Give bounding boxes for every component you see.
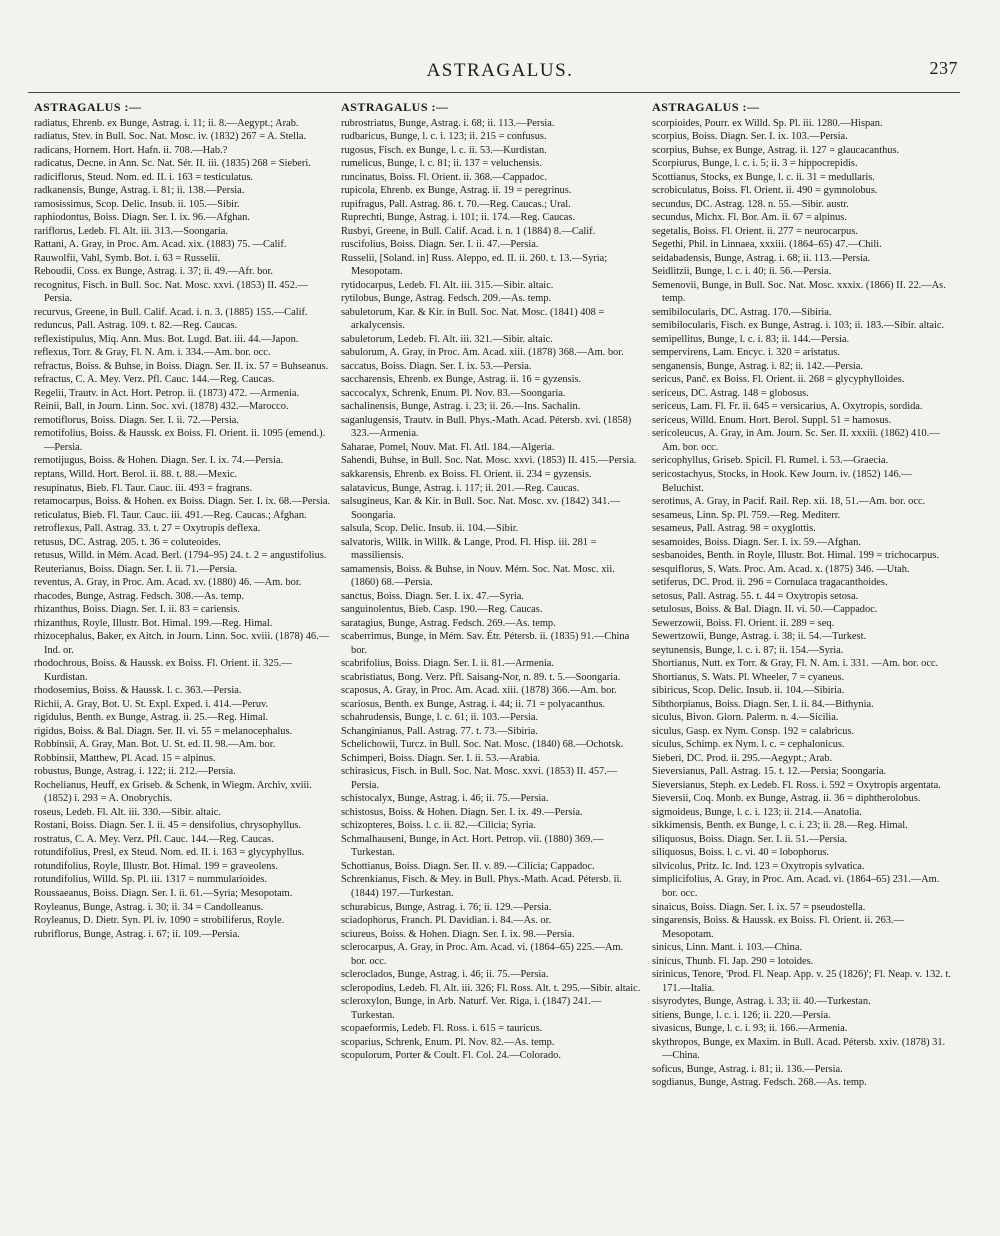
- entry: sericeus, Willd. Enum. Hort. Berol. Suppl. 51 = hamosus.: [652, 414, 892, 426]
- entry: retusus, DC. Astrag. 205. t. 36 = coluteoides.: [34, 536, 221, 548]
- entry: sciadophorus, Franch. Pl. Davidian. i. 84.—As. or.: [341, 915, 552, 927]
- entry: rotundifolius, Presl, ex Steud. Nom. ed. II. i. 163 = glycyphyllus.: [34, 847, 305, 859]
- entry: schistosus, Boiss. & Hohen. Diagn. Ser. I. ix. 49.—Persia.: [341, 806, 583, 818]
- entry: refractus, C. A. Mey. Verz. Pfl. Cauc. 144.—Reg. Caucas.: [34, 374, 275, 386]
- entry: sesquiflorus, S. Wats. Proc. Am. Acad. x. (1875) 346. —Utah.: [652, 563, 910, 575]
- entry: sesbanoides, Benth. in Royle, Illustr. Bot. Himal. 199 = trichocarpus.: [652, 550, 939, 562]
- entry: Sewerzowii, Boiss. Fl. Orient. ii. 289 = seq.: [652, 617, 835, 629]
- entry-list: [652, 117, 952, 1090]
- entry: rhacodes, Bunge, Astrag. Fedsch. 308.—As. temp.: [34, 590, 245, 602]
- entry: setiferus, DC. Prod. ii. 296 = Cornulaca tragacanthoides.: [652, 577, 888, 589]
- entry: Semenovii, Bunge, in Bull. Soc. Nat. Mosc. xxxix. (1866) II. 22.—As. temp.: [652, 279, 946, 305]
- entry: schistocalyx, Bunge, Astrag. i. 46; ii. 75.—Persia.: [341, 793, 549, 805]
- entry: retroflexus, Pall. Astrag. 33. t. 27 = Oxytropis deflexa.: [34, 523, 261, 535]
- entry: Roussaeanus, Boiss. Diagn. Ser. I. ii. 61.—Syria; Mesopotam.: [34, 887, 293, 899]
- entry: saccocalyx, Schrenk, Enum. Pl. Nov. 83.—Soongaria.: [341, 387, 566, 399]
- entry: sciureus, Boiss. & Hohen. Diagn. Ser. I. ix. 98.—Persia.: [341, 928, 575, 940]
- entry: Royleanus, Bunge, Astrag. i. 30; ii. 34 = Candolleanus.: [34, 901, 264, 913]
- entry: Rauwolfii, Vahl, Symb. Bot. i. 63 = Russelii.: [34, 252, 221, 264]
- entry: sericophyllus, Griseb. Spicil. Fl. Rumel. i. 53.—Graecia.: [652, 455, 889, 467]
- entry: sinaicus, Boiss. Diagn. Ser. I. ix. 57 = pseudostella.: [652, 901, 866, 913]
- entry: reticulatus, Bieb. Fl. Taur. Cauc. iii. 491.—Reg. Caucas.; Afghan.: [34, 509, 307, 521]
- entry: Sieversianus, Steph. ex Ledeb. Fl. Ross. i. 592 = Oxytropis argentata.: [652, 779, 941, 791]
- entry: rubrostriatus, Bunge, Astrag. i. 68; ii. 113.—Persia.: [341, 117, 555, 129]
- entry: secundus, Michx. Fl. Bor. Am. ii. 67 = alpinus.: [652, 212, 847, 224]
- entry: saganlugensis, Trautv. in Bull. Phys.-Math. Acad. Pétersb. xvi. (1858) 323.—Armenia.: [341, 414, 632, 440]
- entry: seidabadensis, Bunge, Astrag. i. 68; ii. 113.—Persia.: [652, 252, 871, 264]
- entry: reflexus, Torr. & Gray, Fl. N. Am. i. 334.—Am. bor. occ.: [34, 347, 271, 359]
- entry: Rusbyi, Greene, in Bull. Calif. Acad. i. n. 1 (1884) 8.—Calif.: [341, 225, 596, 237]
- entry: scorpioides, Pourr. ex Willd. Sp. Pl. iii. 1280.—Hispan.: [652, 117, 883, 129]
- entry: resupinatus, Bieb. Fl. Taur. Cauc. iii. 493 = fragrans.: [34, 482, 253, 494]
- entry: Reboudii, Coss. ex Bunge, Astrag. i. 37; ii. 49.—Afr. bor.: [34, 266, 273, 278]
- entry: radiatus, Ehrenb. ex Bunge, Astrag. i. 11; ii. 8.—Aegypt.; Arab.: [34, 117, 299, 129]
- entry: Rattani, A. Gray, in Proc. Am. Acad. xix. (1883) 75. —Calif.: [34, 239, 287, 251]
- entry: rupicola, Ehrenb. ex Bunge, Astrag. ii. 19 = peregrinus.: [341, 185, 572, 197]
- entry: Segethi, Phil. in Linnaea, xxxiii. (1864–65) 47.—Chili.: [652, 239, 882, 251]
- entry: singarensis, Boiss. & Haussk. ex Boiss. Fl. Orient. ii. 263.—Mesopotam.: [652, 915, 904, 940]
- entry: Schottianus, Boiss. Diagn. Ser. II. v. 89.—Cilicia; Cappadoc.: [341, 860, 595, 872]
- entry: scopaeformis, Ledeb. Fl. Ross. i. 615 = tauricus.: [341, 1023, 543, 1035]
- entry: sisyrodytes, Bunge, Astrag. i. 33; ii. 40.—Turkestan.: [652, 996, 871, 1008]
- entry: rigidulus, Benth. ex Bunge, Astrag. ii. 25.—Reg. Himal.: [34, 712, 269, 724]
- entry: remotifolius, Boiss. & Haussk. ex Boiss. Fl. Orient. ii. 1095 (emend.).—Persia.: [34, 428, 326, 453]
- entry: Sieberi, DC. Prod. ii. 295.—Aegypt.; Arab.: [652, 752, 833, 764]
- entry: soficus, Bunge, Astrag. i. 81; ii. 136.—Persia.: [652, 1063, 843, 1075]
- column-heading: ASTRAGALUS :—: [652, 100, 760, 114]
- entry: schahrudensis, Bunge, l. c. 61; ii. 103.—Persia.: [341, 712, 539, 724]
- entry: reflexistipulus, Miq. Ann. Mus. Bot. Lugd. Bat. iii. 44.—Japon.: [34, 333, 299, 345]
- entry: recurvus, Greene, in Bull. Calif. Acad. i. n. 3. (1885) 155.—Calif.: [34, 306, 308, 318]
- entry: sogdianus, Bunge, Astrag. Fedsch. 268.—As. temp.: [652, 1077, 867, 1089]
- entry: sikkimensis, Benth. ex Bunge, l. c. i. 23; ii. 28.—Reg. Himal.: [652, 820, 908, 832]
- entry: scoparius, Schrenk, Enum. Pl. Nov. 82.—As. temp.: [341, 1036, 555, 1048]
- entry-list: [341, 117, 641, 1063]
- entry: Rochelianus, Heuff, ex Griseb. & Schenk, in Wiegm. Archiv, xviii. (1852) i. 293 = A. Onobrychis.: [34, 779, 312, 805]
- entry: setosus, Pall. Astrag. 55. t. 44 = Oxytropis setosa.: [652, 590, 859, 602]
- entry: Royleanus, D. Dietr. Syn. Pl. iv. 1090 = strobiliferus, Royle.: [34, 915, 285, 927]
- entry: scopulorum, Porter & Coult. Fl. Col. 24.—Colorado.: [341, 1050, 561, 1062]
- entry: Schelichowii, Turcz. in Bull. Soc. Nat. Mosc. (1840) 68.—Ochotsk.: [341, 739, 624, 751]
- entry: rumelicus, Bunge, l. c. 81; ii. 137 = veluchensis.: [341, 158, 542, 170]
- entry: sericeus, DC. Astrag. 148 = globosus.: [652, 387, 809, 399]
- entry: saccatus, Boiss. Diagn. Ser. I. ix. 53.—Persia.: [341, 360, 532, 372]
- entry: rytilobus, Bunge, Astrag. Fedsch. 209.—As. temp.: [341, 293, 552, 305]
- entry: Shortianus, S. Wats. Pl. Wheeler, 7 = cyaneus.: [652, 671, 845, 683]
- entry: sivasicus, Bunge, l. c. i. 93; ii. 166.—Armenia.: [652, 1023, 848, 1035]
- entry: sericeus, Lam. Fl. Fr. ii. 645 = versicarius, A. Oxytropis, sordida.: [652, 401, 923, 413]
- running-title: ASTRAGALUS.: [426, 60, 574, 81]
- entry: runcinatus, Boiss. Fl. Orient. ii. 368.—Cappadoc.: [341, 171, 548, 183]
- column-3: [652, 100, 952, 1230]
- entry: siculus, Bivon. Giorn. Palerm. n. 4.—Sicilia.: [652, 712, 839, 724]
- entry: radicatus, Decne. in Ann. Sc. Nat. Sér. II. iii. (1835) 268 = Sieberi.: [34, 158, 311, 170]
- entry: raphiodontus, Boiss. Diagn. Ser. I. ix. 96.—Afghan.: [34, 212, 250, 224]
- entry: radicans, Hornem. Hort. Hafn. ii. 708.—Hab.?: [34, 144, 228, 156]
- entry: sesameus, Linn. Sp. Pl. 759.—Reg. Mediterr.: [652, 509, 841, 521]
- entry: Sieversianus, Pall. Astrag. 15. t. 12.—Persia; Soongaria.: [652, 766, 887, 778]
- entry-list: [34, 117, 334, 941]
- entry: Schimperi, Boiss. Diagn. Ser. I. ii. 53.—Arabia.: [341, 752, 541, 764]
- entry: Shortianus, Nutt. ex Torr. & Gray, Fl. N. Am. i. 331. —Am. bor. occ.: [652, 658, 939, 670]
- entry: reduncus, Pall. Astrag. 109. t. 82.—Reg. Caucas.: [34, 320, 238, 332]
- entry: reventus, A. Gray, in Proc. Am. Acad. xv. (1880) 46. —Am. bor.: [34, 577, 302, 589]
- entry: Regelii, Trautv. in Act. Hort. Petrop. ii. (1873) 472. —Armenia.: [34, 387, 300, 399]
- entry: Reinii, Ball, in Journ. Linn. Soc. xvi. (1878) 432.—Marocco.: [34, 401, 289, 413]
- entry: Scorpiurus, Bunge, l. c. i. 5; ii. 3 = hippocrepidis.: [652, 158, 858, 170]
- entry: saccharensis, Ehrenb. ex Bunge, Astrag. ii. 16 = gyzensis.: [341, 374, 582, 386]
- entry: reptans, Willd. Hort. Berol. ii. 88. t. 88.—Mexic.: [34, 469, 238, 480]
- entry: scariosus, Benth. ex Bunge, Astrag. i. 44; ii. 71 = polyacanthus.: [341, 698, 606, 710]
- entry: setulosus, Boiss. & Bal. Diagn. II. vi. 50.—Cappadoc.: [652, 604, 878, 616]
- page-number: 237: [929, 58, 958, 78]
- entry: radiciflorus, Steud. Nom. ed. II. i. 163 = testiculatus.: [34, 171, 254, 183]
- entry: rariflorus, Ledeb. Fl. Alt. iii. 313.—Soongaria.: [34, 225, 228, 237]
- column-1: [34, 100, 334, 1230]
- column-heading: ASTRAGALUS :—: [34, 100, 142, 114]
- entry: sinicus, Thunb. Fl. Jap. 290 = lotoides.: [652, 955, 814, 967]
- entry: semipellitus, Bunge, l. c. i. 83; ii. 144.—Persia.: [652, 333, 850, 345]
- entry: refractus, Boiss. & Buhse, in Boiss. Diagn. Ser. II. ix. 57 = Buhseanus.: [34, 360, 329, 372]
- entry: senganensis, Bunge, Astrag. i. 82; ii. 142.—Persia.: [652, 360, 863, 372]
- entry: Schanginianus, Pall. Astrag. 77. t. 73.—Sibiria.: [341, 725, 538, 737]
- entry: sitiens, Bunge, l. c. i. 126; ii. 220.—Persia.: [652, 1009, 831, 1021]
- entry: rugosus, Fisch. ex Bunge, l. c. ii. 53.—Kurdistan.: [341, 144, 547, 156]
- entry: rytidocarpus, Ledeb. Fl. Alt. iii. 315.—Sibir. altaic.: [341, 279, 554, 291]
- entry: Scottianus, Stocks, ex Bunge, l. c. ii. 31 = medullaris.: [652, 171, 875, 183]
- entry: rhizanthus, Boiss. Diagn. Ser. I. ii. 83 = cariensis.: [34, 604, 240, 616]
- entry: rostratus, C. A. Mey. Verz. Pfl. Cauc. 144.—Reg. Caucas.: [34, 833, 274, 845]
- entry: Rostani, Boiss. Diagn. Ser. I. ii. 45 = densifolius, chrysophyllus.: [34, 820, 302, 832]
- entry: samamensis, Boiss. & Buhse, in Nouv. Mém. Soc. Nat. Mosc. xii. (1860) 68.—Persia.: [341, 563, 615, 589]
- entry: remotiflorus, Boiss. Diagn. Ser. I. ii. 72.—Persia.: [34, 414, 239, 426]
- entry: schurabicus, Bunge, Astrag. i. 76; ii. 129.—Persia.: [341, 901, 552, 913]
- entry: siculus, Schimp. ex Nym. l. c. = cephalonicus.: [652, 739, 845, 751]
- entry: Sahendi, Buhse, in Bull. Soc. Nat. Mosc. xxvi. (1853) II. 415.—Persia.: [341, 455, 637, 467]
- entry: scabrifolius, Boiss. Diagn. Ser. I. ii. 81.—Armenia.: [341, 658, 554, 670]
- entry: roseus, Ledeb. Fl. Alt. iii. 330.—Sibir. altaic.: [34, 806, 222, 818]
- entry: siliquosus, Boiss. Diagn. Ser. I. ii. 51.—Persia.: [652, 833, 848, 845]
- entry: semibilocularis, DC. Astrag. 170.—Sibiria.: [652, 306, 832, 318]
- entry: sabulorum, A. Gray, in Proc. Am. Acad. xiii. (1878) 368.—Am. bor.: [341, 347, 624, 359]
- entry: rubriflorus, Bunge, Astrag. i. 67; ii. 109.—Persia.: [34, 928, 240, 940]
- entry: Robbinsii, A. Gray, Man. Bot. U. St. ed. II. 98.—Am. bor.: [34, 739, 276, 751]
- entry: silvicolus, Pritz. Ic. Ind. 123 = Oxytropis sylvatica.: [652, 860, 865, 872]
- entry: rhizanthus, Royle, Illustr. Bot. Himal. 199.—Reg. Himal.: [34, 617, 273, 629]
- entry: scabristiatus, Bong. Verz. Pfl. Saisang-Nor, n. 89. t. 5.—Soongaria.: [341, 671, 621, 683]
- entry: Richii, A. Gray, Bot. U. St. Expl. Exped. i. 414.—Peruv.: [34, 698, 269, 710]
- entry: rhizocephalus, Baker, ex Aitch. in Journ. Linn. Soc. xviii. (1878) 46.—Ind. or.: [34, 631, 330, 656]
- entry: serotinus, A. Gray, in Pacif. Rail. Rep. xii. 18, 51.—Am. bor. occ.: [652, 496, 926, 508]
- entry: rotundifolius, Willd. Sp. Pl. iii. 1317 = nummularioides.: [34, 874, 267, 886]
- entry: sericoleucus, A. Gray, in Am. Journ. Sc. Ser. II. xxxiii. (1862) 410.—Am. bor. occ.: [652, 428, 940, 453]
- entry: secundus, DC. Astrag. 128. n. 55.—Sibir. austr.: [652, 198, 849, 210]
- entry: rotundifolius, Royle, Illustr. Bot. Himal. 199 = graveolens.: [34, 860, 278, 872]
- entry: ramosissimus, Scop. Delic. Insub. ii. 105.—Sibir.: [34, 198, 240, 210]
- entry: schizopteres, Boiss. l. c. ii. 82.—Cilicia; Syria.: [341, 820, 536, 832]
- page-header: [0, 0, 1000, 90]
- entry: scaposus, A. Gray, in Proc. Am. Acad. xiii. (1878) 366.—Am. bor.: [341, 685, 617, 697]
- entry: scleropodius, Ledeb. Fl. Alt. iii. 326; Fl. Ross. Alt. t. 295.—Sibir. altaic.: [341, 982, 641, 994]
- entry: Reuterianus, Boiss. Diagn. Ser. I. ii. 71.—Persia.: [34, 563, 238, 575]
- entry: Saharae, Pomel, Nouv. Mat. Fl. Atl. 184.—Algeria.: [341, 441, 555, 453]
- entry: salsula, Scop. Delic. Insub. ii. 104.—Sibir.: [341, 523, 519, 535]
- entry: remotijugus, Boiss. & Hohen. Diagn. Ser. I. ix. 74.—Persia.: [34, 455, 284, 467]
- entry: rudbaricus, Bunge, l. c. i. 123; ii. 215 = confusus.: [341, 131, 547, 143]
- entry: sabuletorum, Ledeb. Fl. Alt. iii. 321.—Sibir. altaic.: [341, 333, 553, 345]
- entry: sirinicus, Tenore, 'Prod. Fl. Neap. App. v. 25 (1826)'; Fl. Neap. v. 132. t. 171.—Italia.: [652, 969, 952, 994]
- entry: sericostachyus, Stocks, in Hook. Kew Journ. iv. (1852) 146.—Beluchist.: [652, 469, 912, 494]
- entry: salatavicus, Bunge, Astrag. i. 117; ii. 201.—Reg. Caucas.: [341, 482, 580, 494]
- entry: retusus, Willd. in Mém. Acad. Berl. (1794–95) 24. t. 2 = angustifolius.: [34, 550, 327, 562]
- entry: sanctus, Boiss. Diagn. Ser. I. ix. 47.—Syria.: [341, 590, 524, 602]
- entry: sericus, Panč. ex Boiss. Fl. Orient. ii. 268 = glycyphylloides.: [652, 374, 905, 386]
- entry: robustus, Bunge, Astrag. i. 122; ii. 212.—Persia.: [34, 766, 236, 778]
- entry: Russelii, [Soland. in] Russ. Aleppo, ed. II. ii. 260. t. 13.—Syria; Mesopotam.: [341, 252, 608, 278]
- entry: Robbinsii, Matthew, Pl. Acad. 15 = alpinus.: [34, 752, 216, 764]
- entry: retamocarpus, Boiss. & Hohen. ex Boiss. Diagn. Ser. I. ix. 68.—Persia.: [34, 496, 331, 508]
- entry: siculus, Gasp. ex Nym. Consp. 192 = calabricus.: [652, 725, 855, 737]
- entry: sempervirens, Lam. Encyc. i. 320 = aristatus.: [652, 347, 840, 359]
- entry: segetalis, Boiss. Fl. Orient. ii. 277 = neurocarpus.: [652, 225, 858, 237]
- entry: Seidlitzii, Bunge, l. c. i. 40; ii. 56.—Persia.: [652, 266, 832, 278]
- entry: Sieversii, Coq. Monb. ex Bunge, Astrag. ii. 36 = diphtherolobus.: [652, 793, 921, 805]
- entry: salvatoris, Willk. in Willk. & Lange, Prod. Fl. Hisp. iii. 281 = massiliensis.: [341, 536, 597, 562]
- entry: Sibthorpianus, Boiss. Diagn. Ser. I. ii. 84.—Bithynia.: [652, 698, 874, 710]
- entry: salsugineus, Kar. & Kir. in Bull. Soc. Nat. Mosc. xv. (1842) 341.—Soongaria.: [341, 496, 621, 521]
- entry: Sewertzowii, Bunge, Astrag. i. 38; ii. 54.—Turkest.: [652, 631, 867, 643]
- entry: scrobiculatus, Boiss. Fl. Orient. ii. 490 = gymnolobus.: [652, 185, 878, 197]
- entry: skythropos, Bunge, ex Maxim. in Bull. Acad. Pétersb. xxiv. (1878) 31.—China.: [652, 1036, 946, 1062]
- column-2: [341, 100, 641, 1230]
- entry: sibiricus, Scop. Delic. Insub. ii. 104.—Sibiria.: [652, 685, 845, 697]
- entry: sesameus, Pall. Astrag. 98 = oxyglottis.: [652, 523, 816, 535]
- entry: schirasicus, Fisch. in Bull. Soc. Nat. Mosc. xxvi. (1853) II. 457.—Persia.: [341, 766, 618, 791]
- entry: sigmoideus, Bunge, l. c. i. 123; ii. 214.—Anatolia.: [652, 806, 862, 818]
- entry: sachalinensis, Bunge, Astrag. i. 23; ii. 26.—Ins. Sachalin.: [341, 401, 581, 413]
- entry: ruscifolius, Boiss. Diagn. Ser. I. ii. 47.—Persia.: [341, 239, 539, 251]
- column-heading: ASTRAGALUS :—: [341, 100, 449, 114]
- entry: sclerocarpus, A. Gray, in Proc. Am. Acad. vi. (1864–65) 225.—Am. bor. occ.: [341, 942, 624, 967]
- entry: scaberrimus, Bunge, in Mém. Sav. Étr. Pétersb. ii. (1835) 91.—China bor.: [341, 631, 630, 656]
- entry: scorpius, Boiss. Diagn. Ser. I. ix. 103.—Persia.: [652, 131, 848, 143]
- entry: semibilocularis, Fisch. ex Bunge, Astrag. i. 103; ii. 183.—Sibir. altaic.: [652, 320, 945, 332]
- entry: sakkarensis, Ehrenb. ex Boiss. Fl. Orient. ii. 234 = gyzensis.: [341, 469, 592, 480]
- entry: scleroclados, Bunge, Astrag. i. 46; ii. 75.—Persia.: [341, 969, 549, 981]
- entry: rhodochrous, Boiss. & Haussk. ex Boiss. Fl. Orient. ii. 325.—Kurdistan.: [34, 658, 292, 683]
- header-rule: [28, 92, 960, 93]
- entry: sesamoides, Boiss. Diagn. Ser. I. ix. 59.—Afghan.: [652, 536, 861, 548]
- entry: rupifragus, Pall. Astrag. 86. t. 70.—Reg. Caucas.; Ural.: [341, 198, 571, 210]
- entry: rhodosemius, Boiss. & Haussk. l. c. 363.—Persia.: [34, 685, 242, 697]
- entry: recognitus, Fisch. in Bull. Soc. Nat. Mosc. xxvi. (1853) II. 452.—Persia.: [34, 279, 308, 305]
- entry: simplicifolius, A. Gray, in Proc. Am. Acad. vi. (1864–65) 231.—Am. bor. occ.: [652, 874, 940, 899]
- entry: radkanensis, Bunge, Astrag. i. 81; ii. 138.—Persia.: [34, 185, 245, 197]
- entry: Schrenkianus, Fisch. & Mey. in Bull. Phys.-Math. Acad. Pétersb. ii. (1844) 197.—Turkestan.: [341, 874, 623, 899]
- entry: scorpius, Buhse, ex Bunge, Astrag. ii. 127 = glaucacanthus.: [652, 144, 900, 156]
- entry: sinicus, Linn. Mant. i. 103.—China.: [652, 942, 803, 954]
- entry: seytunensis, Bunge, l. c. i. 87; ii. 154.—Syria.: [652, 644, 844, 656]
- entry: scleroxylon, Bunge, in Arb. Naturf. Ver. Riga, i. (1847) 241.—Turkestan.: [341, 996, 602, 1021]
- entry: radiatus, Stev. in Bull. Soc. Nat. Mosc. iv. (1832) 267 = A. Stella.: [34, 131, 307, 143]
- entry: sabuletorum, Kar. & Kir. in Bull. Soc. Nat. Mosc. (1841) 408 = arkalycensis.: [341, 306, 605, 332]
- entry: Schmalhauseni, Bunge, in Act. Hort. Petrop. vii. (1880) 369.—Turkestan.: [341, 833, 604, 859]
- entry: rigidus, Boiss. & Bal. Diagn. Ser. II. vi. 55 = melanocephalus.: [34, 725, 293, 737]
- entry: siliquosus, Boiss. l. c. vi. 40 = lobophorus.: [652, 847, 830, 859]
- entry: sanguinolentus, Bieb. Casp. 190.—Reg. Caucas.: [341, 604, 543, 616]
- entry: saratagius, Bunge, Astrag. Fedsch. 269.—As. temp.: [341, 617, 556, 629]
- entry: Ruprechti, Bunge, Astrag. i. 101; ii. 174.—Reg. Caucas.: [341, 212, 576, 224]
